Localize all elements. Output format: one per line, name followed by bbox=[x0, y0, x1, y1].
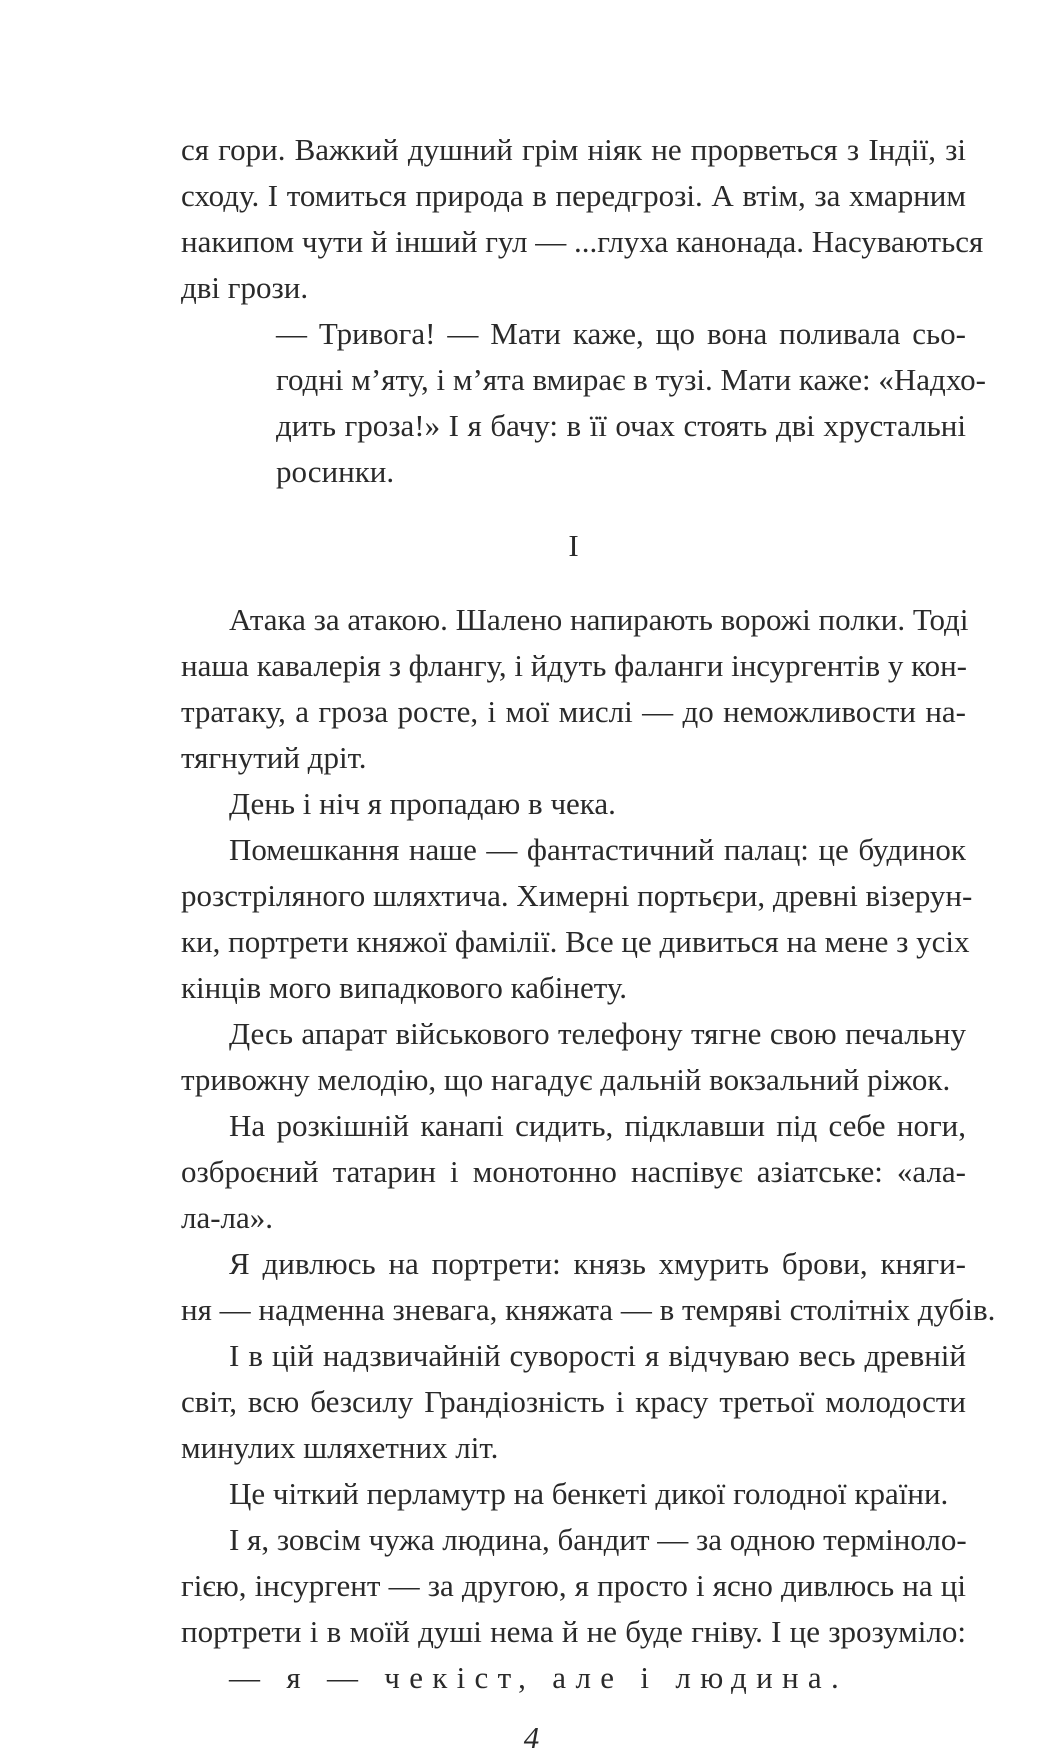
paragraph-line: ня — надменна зневага, княжата — в темряві столітніх дубів. bbox=[181, 1292, 996, 1327]
paragraph-line: тривожну мелодію, що нагадує дальній вокзальний ріжок. bbox=[181, 1062, 951, 1097]
opening-line: накипом чути й інший гул — ...глуха канонада. Насуваються bbox=[181, 224, 984, 259]
paragraph-line: гією, інсургент — за другою, я просто і ясно дивлюсь на ці bbox=[181, 1568, 966, 1603]
paragraph-line: озброєний татарин і монотонно наспівує азіатське: «ала- bbox=[181, 1154, 966, 1189]
chapter-heading: I bbox=[568, 528, 579, 563]
paragraph-line: світ, всю безсилу Грандіозність і красу третьої молодости bbox=[181, 1384, 966, 1419]
paragraph-line: портрети і в моїй душі нема й не буде гніву. І це зрозуміло: bbox=[181, 1614, 966, 1649]
paragraph-line: тратаку, а гроза росте, і мої мислі — до неможливости на- bbox=[181, 694, 966, 729]
paragraph-line: На розкішній канапі сидить, підклавши під себе ноги, bbox=[229, 1108, 966, 1143]
paragraph-line: День і ніч я пропадаю в чека. bbox=[229, 786, 616, 821]
epigraph-line: дить гроза!» І я бачу: в її очах стоять дві хрустальні bbox=[276, 408, 966, 443]
opening-line: дві грози. bbox=[181, 270, 309, 305]
paragraph-line: Це чіткий перламутр на бенкеті дикої голодної країни. bbox=[229, 1476, 949, 1511]
paragraph-line: розстріляного шляхтича. Химерні портьєри, древні візерун- bbox=[181, 878, 973, 913]
paragraph-line: кінців мого випадкового кабінету. bbox=[181, 970, 627, 1005]
paragraph-line: ла-ла». bbox=[181, 1200, 274, 1235]
epigraph-line: годні м’яту, і м’ята вмирає в тузі. Мати каже: «Надхо- bbox=[276, 362, 986, 397]
paragraph-line: ки, портрети княжої фамілії. Все це дивиться на мене з усіх bbox=[181, 924, 970, 959]
epigraph-line: — Тривога! — Мати каже, що вона поливала сьо- bbox=[276, 316, 966, 351]
paragraph-line: Помешкання наше — фантастичний палац: це будинок bbox=[229, 832, 966, 867]
opening-line: сходу. І томиться природа в передгрозі. А втім, за хмарним bbox=[181, 178, 966, 213]
page-number: 4 bbox=[523, 1720, 540, 1755]
paragraph-line: І в цій надзвичайній суворості я відчуваю весь древній bbox=[229, 1338, 966, 1373]
opening-line: ся гори. Важкий душний грім ніяк не прорветься з Індії, зі bbox=[181, 132, 966, 167]
paragraph-line: І я, зовсім чужа людина, бандит — за одною терміноло- bbox=[229, 1522, 967, 1557]
paragraph-line: тягнутий дріт. bbox=[181, 740, 367, 775]
paragraph-line: Я дивлюсь на портрети: князь хмурить брови, княги- bbox=[229, 1246, 966, 1281]
epigraph-line: росинки. bbox=[276, 454, 395, 489]
paragraph-line: наша кавалерія з флангу, і йдуть фаланги інсургентів у кон- bbox=[181, 648, 967, 683]
paragraph-line: Десь апарат військового телефону тягне свою печальну bbox=[229, 1016, 966, 1051]
closing-line: — я — чекіст, але і людина. bbox=[229, 1660, 848, 1695]
paragraph-line: Атака за атакою. Шалено напирають ворожі полки. Тоді bbox=[229, 602, 969, 637]
paragraph-line: минулих шляхетних літ. bbox=[181, 1430, 499, 1465]
